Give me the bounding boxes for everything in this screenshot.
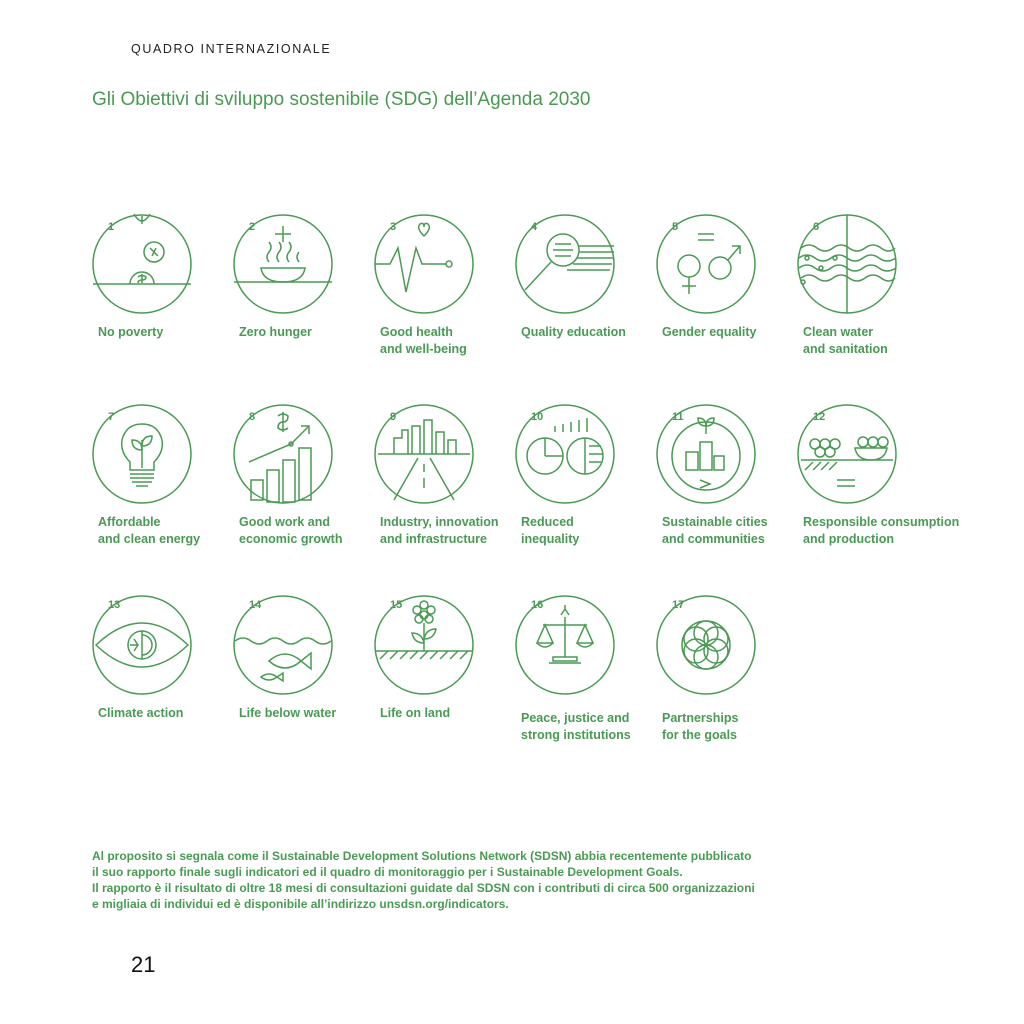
goal-label: Good work and economic growth xyxy=(239,515,343,546)
goal-label: Life on land xyxy=(380,706,451,720)
goal-label: Reduced inequality xyxy=(521,515,580,546)
goal-label: Partnerships for the goals xyxy=(662,711,739,742)
goal-label: Quality education xyxy=(521,325,626,339)
goal-label: Good health and well-being xyxy=(380,325,467,356)
goal-label: Sustainable cities and communities xyxy=(662,515,768,546)
goal-number: 1 xyxy=(108,221,115,233)
footnote-paragraph: Al proposito si segnala come il Sustainable Development Solutions Network (SDSN) abbia recentemente pubblicato il suo rapporto finale sugli indicatori ed il quadro di monitoraggio per i Sustainable Development Goals. Il rapporto è il risultato di oltre 18 mesi di consultazioni guidate dal SDSN con i contributi di circa 500 organizzazioni e migliaia di individui ed è disponibile all’indirizzo unsdsn.org/indicators. xyxy=(92,849,755,911)
goal-12 xyxy=(797,404,967,564)
goal-number: 4 xyxy=(531,221,538,233)
goal-label: Clean water and sanitation xyxy=(803,325,888,356)
goal-number: 7 xyxy=(108,411,115,423)
goal-label: Peace, justice and strong institutions xyxy=(521,711,631,742)
section-heading: QUADRO INTERNAZIONALE xyxy=(131,42,332,56)
goal-number: 5 xyxy=(672,221,679,233)
goal-number: 16 xyxy=(531,599,544,611)
page-title: Gli Obiettivi di sviluppo sostenibile (SDG) dell’Agenda 2030 xyxy=(92,89,591,110)
goal-number: 11 xyxy=(672,411,684,423)
goal-label: Gender equality xyxy=(662,325,757,339)
page-number: 21 xyxy=(131,952,156,977)
goal-number: 3 xyxy=(390,221,397,233)
goal-number: 8 xyxy=(249,411,256,423)
goal-label: Zero hunger xyxy=(239,325,312,339)
goal-number: 15 xyxy=(390,599,403,611)
goal-label: Life below water xyxy=(239,706,337,720)
goal-number: 12 xyxy=(813,411,826,423)
goal-number: 2 xyxy=(249,221,256,233)
goal-number: 9 xyxy=(390,411,397,423)
goal-number: 14 xyxy=(249,599,262,611)
goal-label: No poverty xyxy=(98,325,164,339)
goal-number: 17 xyxy=(672,599,685,611)
goal-label: Climate action xyxy=(98,706,184,720)
goal-number: 6 xyxy=(813,221,820,233)
goal-label: Industry, innovation and infrastructure xyxy=(380,515,499,546)
goal-number: 13 xyxy=(108,599,121,611)
goal-label: Responsible consumption and production xyxy=(803,515,960,546)
goal-17 xyxy=(656,595,826,755)
goal-number: 10 xyxy=(531,411,544,423)
goal-6 xyxy=(797,214,967,374)
goal-label: Affordable and clean energy xyxy=(98,515,201,546)
